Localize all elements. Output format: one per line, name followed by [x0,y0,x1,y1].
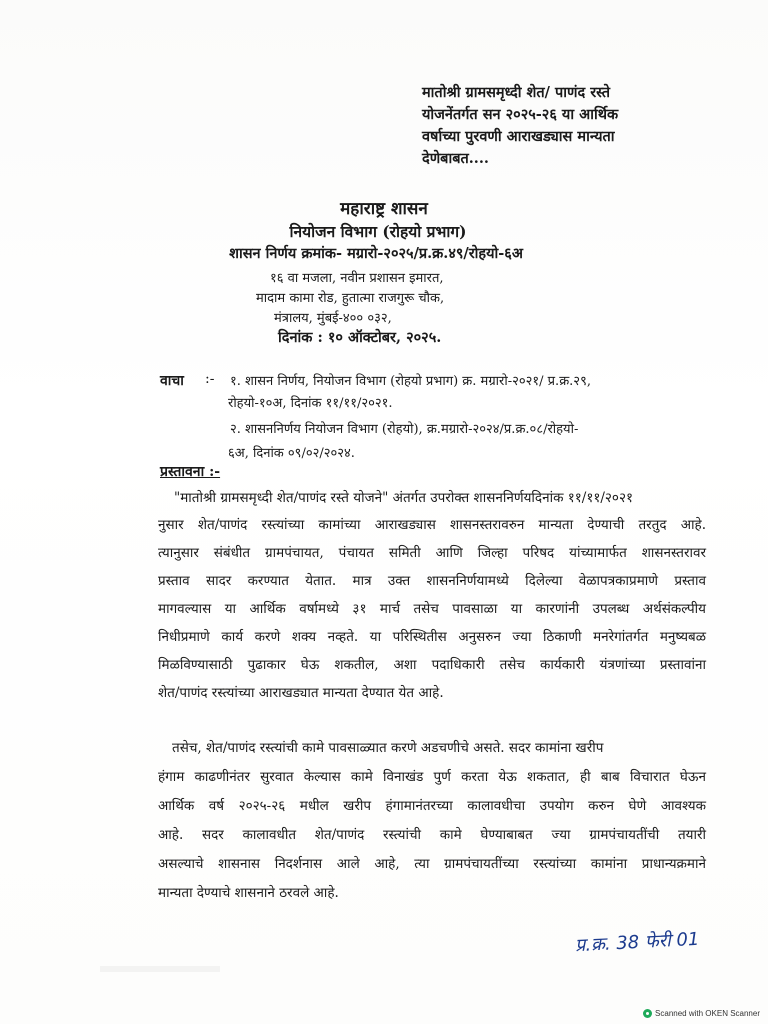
scanner-watermark-text: Scanned with OKEN Scanner [655,1009,760,1018]
reference-item-continued: ६अ, दिनांक ०९/०२/२०२४. [228,446,355,461]
paragraph-line: मान्यता देण्याचे शासनाने ठरवले आहे. [158,885,339,901]
paragraph-line: तसेच, शेत/पाणंद रस्त्यांची कामे पावसाळ्यात करणे अडचणीचे असते. सदर कामांना खरीप [172,740,604,756]
paragraph-line: नुसार शेत/पाणंद रस्त्यांच्या कामांच्या आराखड्यास शासनस्तरावरुन मान्यता देण्याची तरतुद आहे. [158,517,706,533]
subject-block [422,82,684,170]
faint-mark [100,966,220,972]
department-title: नियोजन विभाग (रोहयो प्रभाग) [289,222,467,241]
paragraph-line: त्यानुसार संबंधीत ग्रामपंचायत, पंचायत समिती आणि जिल्हा परिषद यांच्यामार्फत शासनस्तरावर [158,545,706,561]
address-line: मंत्रालय, मुंबई-४०० ०३२, [274,311,392,326]
paragraph-line: आहे. सदर कालावधीत शेत/पाणंद रस्त्यांची कामे घेण्याबाबत ज्या ग्रामपंचायतींची तयारी [158,827,706,843]
subject-line: योजनेंतर्गत सन २०२५-२६ या आर्थिक [422,106,619,123]
address-line: मादाम कामा रोड, हुतात्मा राजगुरू चौक, [256,291,445,306]
reference-item: २. शासननिर्णय नियोजन विभाग (रोहयो), क्र.मग्रारो-२०२४/प्र.क्र.०८/रोहयो- [230,422,579,437]
preamble-heading: प्रस्तावना :- [160,464,221,480]
reference-item-continued: रोहयो-१०अ, दिनांक ११/११/२०२१. [228,396,393,411]
paragraph-line: शेत/पाणंद रस्त्यांच्या आराखड्यात मान्यता देण्यात येत आहे. [158,685,444,701]
scanner-watermark [643,1009,760,1018]
paragraph-line: असल्याचे शासनास निदर्शनास आले आहे, त्या ग्रामपंचायतींच्या रस्त्यांच्या कामांना प्राधान्यक्रमाने [158,856,706,872]
scanner-logo-icon [643,1009,652,1018]
references-label: वाचा [160,373,184,389]
paragraph-line: हंगाम काढणीनंतर सुरवात केल्यास कामे विनाखंड पुर्ण करता येऊ शकतात, ही बाब विचारात घेऊन [158,769,706,785]
reference-item: १. शासन निर्णय, नियोजन विभाग (रोहयो प्रभाग) क्र. मग्रारो-२०२१/ प्र.क्र.२९, [230,374,591,389]
gr-number: शासन निर्णय क्रमांक- मग्रारो-२०२५/प्र.क्र.४९/रोहयो-६अ [229,245,523,262]
references-separator: :- [205,371,215,387]
paragraph-line: निधीप्रमाणे कार्य करणे शक्य नव्हते. या परिस्थितीस अनुसरुन ज्या ठिकाणी मनरेगांतर्गत मनुष्यबळ [158,629,706,645]
subject-line: मातोश्री ग्रामसमृध्दी शेत/ पाणंद रस्ते [422,84,611,101]
paragraph-line: आर्थिक वर्ष २०२५-२६ मधील खरीप हंगामानंतरच्या कालावधीचा उपयोग करुन घेणे आवश्यक [158,798,706,814]
paragraph-line: मिळविण्यासाठी पुढाकार घेऊ शकतील, अशा पदाधिकारी तसेच कार्यकारी यंत्रणांच्या प्रस्तावांना [158,657,706,673]
subject-line: देणेबाबत.... [422,150,489,167]
paragraph-line: प्रस्ताव सादर करण्यात येतात. मात्र उक्त शासननिर्णयामध्ये दिलेल्या वेळापत्रकाप्रमाणे प्रस्ताव [158,573,706,589]
address-line: १६ वा मजला, नवीन प्रशासन इमारत, [270,271,444,286]
subject-line: वर्षाच्या पुरवणी आराखड्यास मान्यता [422,128,615,145]
paragraph-line: मागवल्यास या आर्थिक वर्षामध्ये ३१ मार्च तसेच पावसाळा या कारणांनी उपलब्ध अर्थसंकल्पीय [158,601,706,617]
government-title: महाराष्ट्र शासन [340,199,428,219]
paragraph-line: "मातोश्री ग्रामसमृध्दी शेत/पाणंद रस्ते योजने" अंतर्गत उपरोक्त शासननिर्णयदिनांक ११/११/२०२१ [174,490,633,506]
document-date: दिनांक : १० ऑक्टोबर, २०२५. [278,329,442,346]
handwritten-note: प्र.क्र. 38 फेरी 01 [574,928,700,957]
